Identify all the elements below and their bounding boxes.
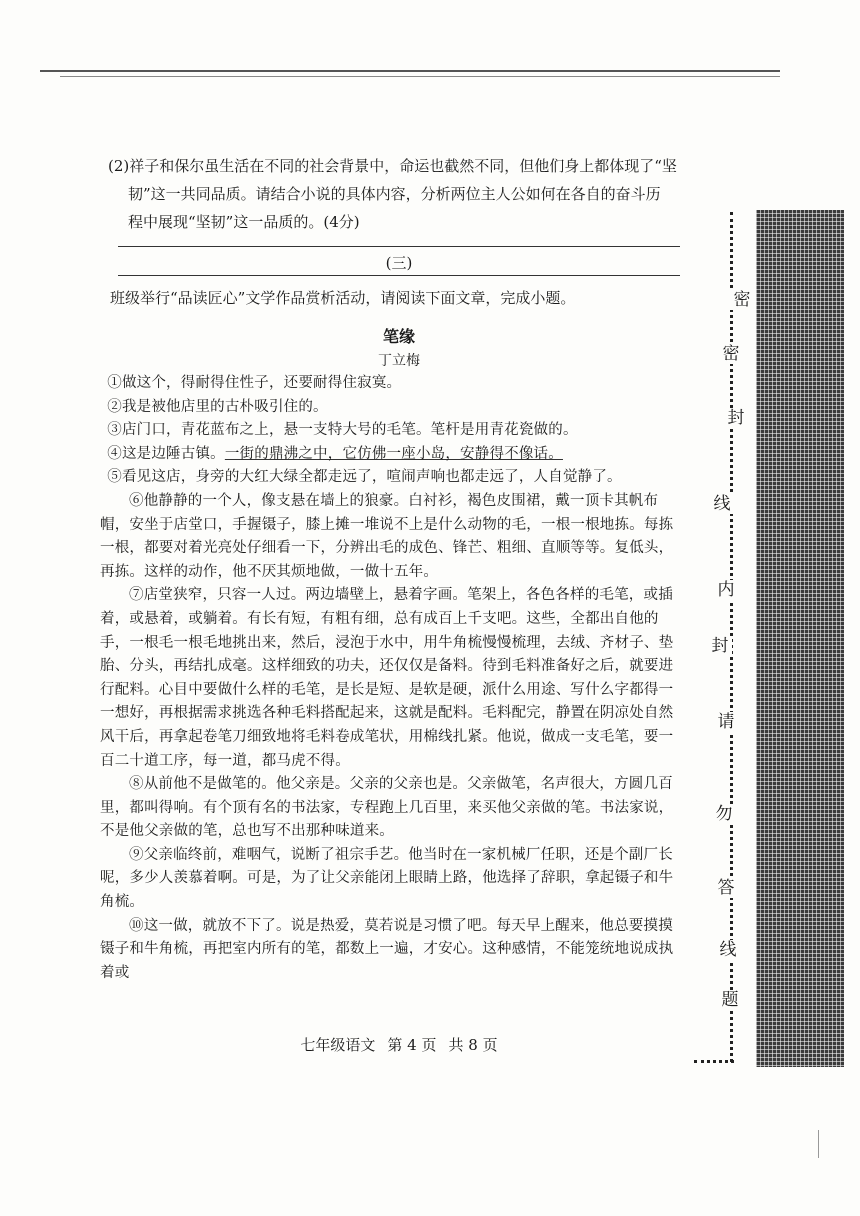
paragraph-9: ⑨父亲临终前，难咽气，说断了祖宗手艺。他当时在一家机械厂任职，还是个副厂长呢，多少人羡慕着啊。可是，为了让父亲能闭上眼睛上路，他选择了辞职，拿起镊子和牛角梳。 [100,846,674,911]
paragraph-10: ⑩这一做，就放不下了。说是热爱，莫若说是习惯了吧。每天早上醒来，他总要摸摸镊子和牛角梳，再把室内所有的笔，都数上一遍，才安心。这种感情，不能笼统地说成执着或 [100,917,674,981]
article-title: 笔缘 [382,327,415,346]
seal-char-11: 题 [718,990,742,1010]
seal-char-1: 密 [730,290,754,310]
section-number: (三) [385,254,413,272]
article-body [100,372,678,985]
seal-char-9: 答 [714,878,738,898]
seal-char-10: 线 [716,940,740,960]
edge-mark [818,1130,819,1158]
seal-char-5: 内 [714,580,738,600]
top-rule [40,70,780,72]
binding-dotted-line-bottom [694,1060,734,1063]
question-2-line-2: 韧”这一共同品质。请结合小说的具体内容，分析两位主人公如何在各自的奋斗历 [128,185,661,203]
paragraph-2: ②我是被他店里的古朴吸引住的。 [107,398,328,415]
binding-strip [756,210,844,1067]
seal-char-2: 密 [719,344,743,364]
seal-char-6: 封 [708,636,732,656]
seal-char-8: 勿 [712,804,736,824]
paragraph-4-start: ④这是边陲古镇。 [107,445,225,462]
paragraph-4-underlined-sentence: 一街的鼎沸之中，它仿佛一座小岛，安静得不像话。 [224,445,563,462]
seal-char-7: 请 [714,712,738,732]
paragraph-6: ⑥他静静的一个人，像支悬在墙上的狼豪。白衬衫，褐色皮围裙，戴一顶卡其帆布帽，安坐于店堂口，手握镊子，膝上摊一堆说不上是什么动物的毛，一根一根地拣。每拣一根，都要对着光亮处仔细看一下，分辨出毛的成色、锋芒、粗细、直顺等等。复低头，再拣。这样的动作，他不厌其烦地做，一做十五年。 [100,492,674,580]
top-rule-thin [60,76,780,77]
paragraph-1: ①做这个，得耐得住性子，还要耐得住寂寞。 [107,375,402,391]
section-intro: 班级举行“品读匠心”文学作品赏析活动，请阅读下面文章，完成小题。 [110,289,576,307]
seal-char-3: 封 [724,408,748,428]
answer-line [118,246,680,247]
paragraph-7: ⑦店堂狭窄，只容一人过。两边墙壁上，悬着字画。笔架上，各色各样的毛笔，或插着，或悬着，或躺着。有长有短，有粗有细，总有成百上千支吧。这些，全都出自他的手，一根毛一根毛地挑出来，然后，浸泡于水中，用牛角梳慢慢梳理，去绒、齐材子、垫胎、分头，再结扎成毫。这样细致的功夫，还仅仅是备料。待到毛料准备好之后，就要进行配料。心目中要做什么样的毛笔，是长是短、是软是硬，派什么用途、写什么字都得一一想好，再根据需求挑选各种毛料搭配起来，这就是配料。毛料配完，静置在阴凉处自然风干后，再拿起卷笔刀细致地将毛料卷成笔状，用棉线扎紧。他说，做成一支毛笔，要一百二十道工序，每一道，都马虎不得。 [100,587,674,769]
paragraph-3: ③店门口，青花蓝布之上，悬一支特大号的毛笔。笔杆是用青花瓷做的。 [107,422,578,439]
question-2-line-1: (2)祥子和保尔虽生活在不同的社会背景中，命运也截然不同，但他们身上都体现了“坚 [108,157,677,175]
footer-total: 共 8 页 [448,1036,498,1054]
paragraph-5: ⑤看见这店，身旁的大红大绿全都走远了，喧闹声响也都走远了，人自觉静了。 [107,469,622,486]
question-2 [108,152,708,236]
question-2-line-3: 程中展现“坚韧”这一品质的。(4分) [128,213,360,231]
page-footer [118,1034,680,1055]
footer-page: 第 4 页 [387,1036,437,1054]
footer-subject: 七年级语文 [300,1036,376,1054]
article-author: 丁立梅 [378,353,420,369]
paragraph-4 [100,443,678,467]
seal-char-4: 线 [710,494,734,514]
section-rule [118,275,680,276]
paragraph-8: ⑧从前他不是做笔的。他父亲是。父亲的父亲也是。父亲做笔，名声很大，方圆几百里，都叫得响。有个顶有名的书法家，专程跑上几百里，来买他父亲做的笔。书法家说，不是他父亲做的笔，总也写不出那种味道来。 [100,776,674,840]
